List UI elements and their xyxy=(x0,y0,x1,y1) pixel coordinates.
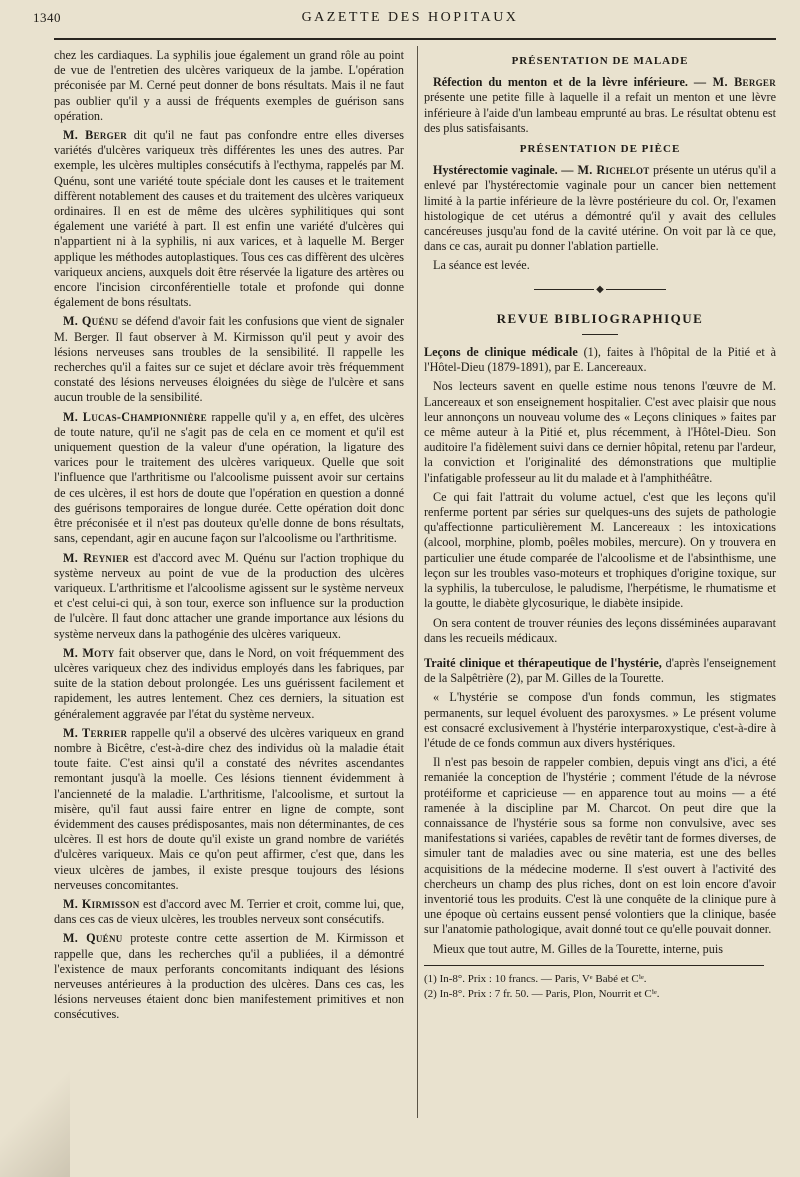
header-rule xyxy=(54,38,776,40)
book-title: Traité clinique et thérapeutique de l'hystérie, xyxy=(424,655,662,670)
intervention-paragraph xyxy=(54,410,404,547)
page-corner-shadow xyxy=(0,1067,70,1177)
book-entry-title xyxy=(424,345,776,375)
intervention-paragraph xyxy=(54,128,404,310)
ornamental-separator: ◆ xyxy=(424,282,776,297)
intervention-text: est d'accord avec M. Terrier et croit, comme lui, que, dans ces cas de vieux ulcères, les troubles nerveux sont consécutifs. xyxy=(54,896,404,927)
page-number: 1340 xyxy=(33,10,61,25)
speaker-name: — M. Richelot xyxy=(561,163,650,178)
presentation-piece-paragraph xyxy=(424,163,776,254)
presentation-malade-paragraph xyxy=(424,75,776,136)
intervention-text: fait observer que, dans le Nord, on voit fréquemment des ulcères variqueux chez des individus employés dans les fabriques, par suite de la station debout prolongée. Les uns guérissent facilement et rapidement, les autres lentement. Chez ces derniers, la situation est généralement aggravée par l'état du système nerveux. xyxy=(54,645,404,721)
column-divider xyxy=(417,46,418,1118)
intervention-paragraph xyxy=(54,314,404,405)
item-text: présente un utérus qu'il a enlevé par l'hystérectomie vaginale pour un cancer bien nettement limité à la partie inférieure de la lèvre postérieure du col. Or, l'examen histologique de cet utérus a démontré qu'il y avait des cellules cancéreuses jusqu'au fond de la cavité utérine. On voit par là ce que, dans ce cas, aurait pu donner l'ablation partielle. xyxy=(424,163,777,254)
book-review-paragraph: « L'hystérie se compose d'un fonds commun, les stigmates permanents, sur lequel évoluent des paroxysmes. » Le présent volume est consacré exclusivement à l'hystérie interparoxystique, c'est-à-dire à l'étude de ce fonds commun aux divers hystériques. xyxy=(424,690,776,750)
footnote-rule xyxy=(424,965,764,966)
left-column xyxy=(54,48,404,1027)
section-heading-bibliography: REVUE BIBLIOGRAPHIQUE xyxy=(496,310,704,326)
intervention-text: dit qu'il ne faut pas confondre entre elles diverses variétés d'ulcères variqueux très différentes les unes des autres. Par exemple, les ulcères multiples consécutifs à l'ecthyma, rappelés par M. Quénu, sont une variété toute spéciale dont les causes et le traitement diffèrent notablement des causes et du traitement des ulcères variqueux ordinaires. Il en est de même des ulcères syphilitiques qui sont également une variété à part. Il est enfin une variété d'ulcères qui n'appartient ni à la syphilis, ni aux varices, et à laquelle M. Berger applique les méthodes autoplastiques. Tous ces cas diffèrent des ulcères variqueux anciens, auxquels doit être réservée la ligature des artères ou encore l'incision circonférentielle totale et profonde qui donne également de bons résultats. xyxy=(54,128,404,310)
intervention-paragraph xyxy=(54,931,404,1022)
speaker-name: M. Reynier xyxy=(63,550,130,565)
book-title: Leçons de clinique médicale xyxy=(424,345,578,360)
speaker-name: M. Quénu xyxy=(63,931,123,946)
speaker-name: M. Terrier xyxy=(63,725,128,740)
book-review-paragraph: Nos lecteurs savent en quelle estime nous tenons l'œuvre de M. Lancereaux et son enseignement hospitalier. C'est avec plaisir que nous leur annonçons un nouveau volume des « Leçons cliniques » faites par ce même auteur à la Pitié et, plus récemment, à l'Hôtel-Dieu. Son auditoire l'a fidèlement suivi dans ce dernier hôpital, retenu par l'ardeur, la conviction et l'originalité des démonstrations que multiplie l'infatigable professeur au lit du malade et à l'amphithéâtre. xyxy=(424,379,776,485)
item-title: Réfection du menton et de la lèvre inférieure. xyxy=(433,75,688,90)
footnotes xyxy=(424,972,776,1001)
book-review-paragraph: Ce qui fait l'attrait du volume actuel, c'est que les leçons qu'il renferme portent par séries sur quelques-uns des sujets de pathologie qu'affectionne particulièrement M. Lancereaux : les intoxications (alcool, morphine, plomb, poêles mobiles, mercure). On y trouvera en particulier une étude comparée de l'alcoolisme et de l'absinthisme, une leçon sur les troubles vaso-moteurs et trophiques d'origine toxique, sur la syphilis, la tuberculose, le paludisme, l'herpétisme, le rhumatisme et la goutte, le diabète glycosurique, le diabète insipide. xyxy=(424,489,776,611)
item-text: présente une petite fille à laquelle il a refait un menton et une lèvre inférieure à l'aide d'un lambeau emprunté au bras. Le résultat obtenu est des plus satisfaisants. xyxy=(424,90,776,135)
section-heading-presentation-piece: PRÉSENTATION DE PIÈCE xyxy=(519,143,681,156)
speaker-name: M. Quénu xyxy=(63,314,119,329)
speaker-name: M. Berger xyxy=(63,128,128,143)
short-rule xyxy=(582,334,618,335)
book-meta: (1), faites à l'hôpital de la Pitié et à l'Hôtel-Dieu (1879-1891), par E. Lancereaux. xyxy=(424,345,777,375)
book-meta: d'après l'enseignement de la Salpêtrière (2), par M. Gilles de la Tourette. xyxy=(424,655,777,686)
book-review-paragraph: Il n'est pas besoin de rappeler combien, depuis vingt ans d'ici, a été remaniée la conception de l'hystérie ; comment l'étude de la névrose protéiforme et capricieuse — en apparence tout au moins — a été ramenée à la discipline par M. Charcot. On peut dire que la connaissance de l'hystérie sous sa forme non convulsive, avec ses manifestations si variées, capables de revêtir tant de formes diverses, de simuler tant de maladies avec ou sine materia, est une des belles acquisitions de la médecine moderne. Il s'est ouvert à l'activité des chercheurs un champ des plus riches, dont on est loin encore d'avoir inventorié tous les produits. C'est là une conquête de la clinique pure à une époque où certains eussent pensé volontiers que la clinique, basée sur l'anatomie pathologique, avait donné tout ce qu'elle pouvait donner. xyxy=(424,755,776,937)
journal-title: GAZETTE DES HOPITAUX xyxy=(301,10,519,25)
intervention-text: proteste contre cette assertion de M. Kirmisson et rappelle que, dans les recherches qu'il a publiées, il a démontré l'existence de maux perforants concomitants indiquant des lésions nerveuses antérieures à la production des ulcères. Dans ces cas, les lésions nerveuses étaient donc bien manifestement primitives et non consécutives. xyxy=(54,931,405,1022)
footnote: (1) In-8°. Prix : 10 francs. — Paris, Vᵉ Babé et Cⁱᵉ. xyxy=(424,972,647,985)
book-review-paragraph: Mieux que tout autre, M. Gilles de la Tourette, interne, puis xyxy=(433,941,723,956)
book-review-paragraph: On sera content de trouver réunies des leçons disséminées auparavant dans les recueils médicaux. xyxy=(424,615,776,645)
intro-paragraph: chez les cardiaques. La syphilis joue également un grand rôle au point de vue de l'entretien des ulcères variqueux de la jambe. L'opération préconisée par M. Cerné peut donner de bons résultats. Mais il ne faut pas oublier qu'il y a aussi de fréquents exemples de guérison sans opération. xyxy=(54,48,404,123)
intervention-text: rappelle qu'il a observé des ulcères variqueux en grand nombre à Bicêtre, c'est-à-dire chez des individus où la maladie était toute faite. C'est ainsi qu'il a constaté des névrites ascendantes remontant jusqu'à la moelle. Ces lésions tiennent évidemment à l'ancienneté de la maladie. L'arthritisme, l'alcoolisme, et surtout la misère, qu'il faut aussi faire entrer en ligne de compte, sont évidemment des causes prédisposantes, mais non déterminantes, de ces ulcères. Il est hors de doute qu'il existe un grand nombre de variétés d'ulcères variqueux. Mais ce qu'on peut affirmer, c'est que, dans les vieux ulcères de jambes, il existe presque toujours des lésions nerveuses concomitantes. xyxy=(54,725,405,892)
right-column xyxy=(424,48,776,1002)
intervention-text: est d'accord avec M. Quénu sur l'action trophique du système nerveux au point de vue de la production des ulcères variqueux. L'arthritisme et l'alcoolisme agissent sur le système nerveux et c'est celui-ci qui, à son tour, exerce son influence sur la production de l'ulcère. Il faut donc attacher une grande importance aux lésions du système nerveux dans la pathogénie des ulcères variqueux. xyxy=(54,550,404,641)
intervention-paragraph xyxy=(54,646,404,722)
intervention-text: rappelle qu'il y a, en effet, des ulcères de toute nature, qu'il ne s'agit pas de cela en ce moment et qu'il est uniquement question de la valeur d'une opération, la ligature des varices pour le traitement des ulcères variqueux. Quelle que soit l'influence que l'arthritisme ou l'alcoolisme puissent avoir sur certains de ces ulcères, il est hors de doute que l'opération en question a donné des guérisons temporaires de longue durée. Cette opération doit donc être préconisée et il n'est pas douteux qu'elle donne de bons résultats, sans, cependant, agir en aucune façon sur l'alcoolisme ou l'arthritisme. xyxy=(54,409,405,546)
footnote: (2) In-8°. Prix : 7 fr. 50. — Paris, Plon, Nourrit et Cⁱᵉ. xyxy=(424,987,660,1000)
speaker-name: M. Lucas-Championnière xyxy=(63,409,207,424)
page-header xyxy=(0,8,800,34)
speaker-name: — M. Berger xyxy=(693,75,777,90)
intervention-paragraph xyxy=(54,897,404,927)
book-entry-title xyxy=(424,656,776,686)
item-title: Hystérectomie vaginale. xyxy=(433,163,558,178)
intervention-paragraph xyxy=(54,551,404,642)
speaker-name: M. Kirmisson xyxy=(63,896,140,911)
intervention-text: se défend d'avoir fait les confusions que vient de signaler M. Berger. Il faut observer à M. Kirmisson qu'il peut y avoir des lésions nerveuses sans troubles de la sensibilité. Il rappelle les recherches qu'il a faites sur ce sujet et déclare avoir très fréquemment constaté des lésions nerveuses éloignées du siège de l'ulcère et sans aucun trouble de la sensibilité. xyxy=(54,314,405,405)
speaker-name: M. Moty xyxy=(63,645,115,660)
intervention-paragraph xyxy=(54,726,404,893)
section-heading-presentation-malade: PRÉSENTATION DE MALADE xyxy=(511,55,689,67)
closing-line: La séance est levée. xyxy=(433,258,530,273)
